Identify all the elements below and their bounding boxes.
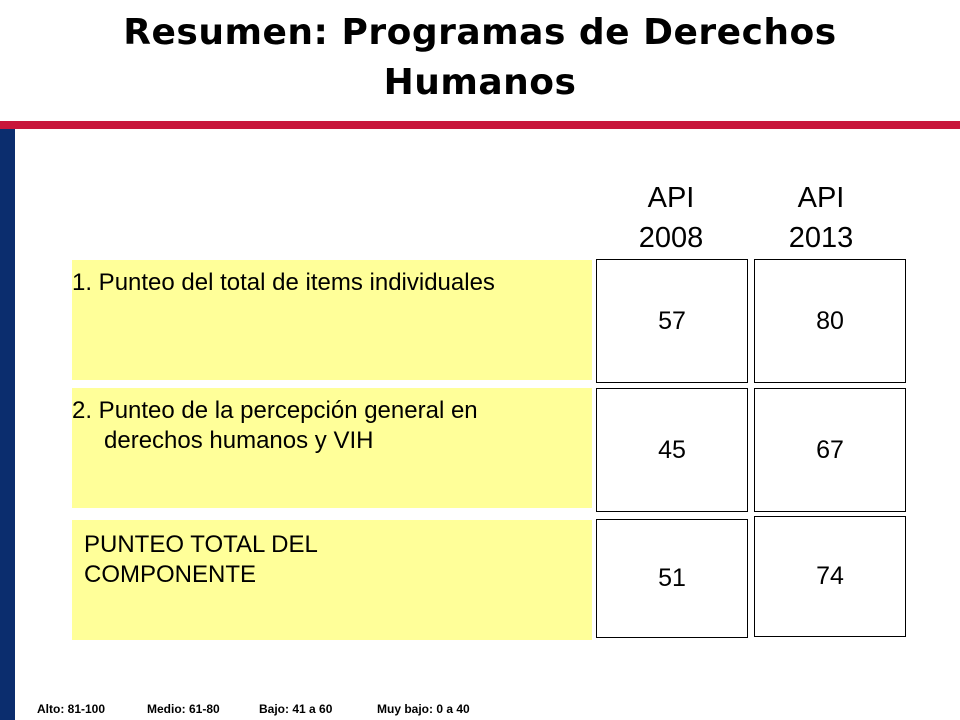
column-header-line2: 2008	[638, 222, 704, 254]
title-divider	[0, 121, 960, 129]
row-label-text: 2. Punteo de la percepción general en derechos humanos y VIH	[72, 397, 478, 454]
left-accent-bar	[0, 128, 15, 720]
column-header-api-2008	[596, 178, 746, 258]
row-label-component-total	[72, 520, 592, 640]
score-cell-2013-row3	[754, 516, 906, 637]
score-value: 51	[658, 564, 686, 592]
score-value: 45	[658, 435, 686, 464]
score-value: 74	[816, 562, 844, 590]
score-value: 67	[816, 435, 844, 464]
column-header-api-2013	[746, 178, 896, 258]
legend-high: Alto: 81-100	[37, 702, 106, 716]
legend-low: Bajo: 41 a 60	[259, 702, 333, 716]
legend-very-low: Muy bajo: 0 a 40	[377, 702, 470, 716]
row-label-text: 1. Punteo del total de items individuales	[72, 269, 495, 296]
column-header-line1: API	[797, 182, 845, 214]
slide-title: Resumen: Programas de Derechos Humanos	[123, 12, 837, 103]
column-header-line2: 2013	[788, 222, 854, 254]
score-cell-2008-row1	[596, 259, 748, 383]
score-cell-2008-row2	[596, 388, 748, 512]
score-legend	[37, 702, 470, 716]
row-label-line1: PUNTEO TOTAL DEL	[84, 531, 318, 558]
row-label-individual-items	[72, 260, 592, 380]
legend-medium: Medio: 61-80	[147, 702, 220, 716]
column-header-line1: API	[647, 182, 695, 214]
score-cell-2008-row3	[596, 519, 748, 638]
score-value: 80	[816, 306, 844, 335]
row-label-general-perception	[72, 388, 592, 508]
score-value: 57	[658, 306, 686, 335]
score-cell-2013-row1	[754, 259, 906, 383]
row-label-line2: COMPONENTE	[84, 561, 257, 588]
score-cell-2013-row2	[754, 388, 906, 512]
